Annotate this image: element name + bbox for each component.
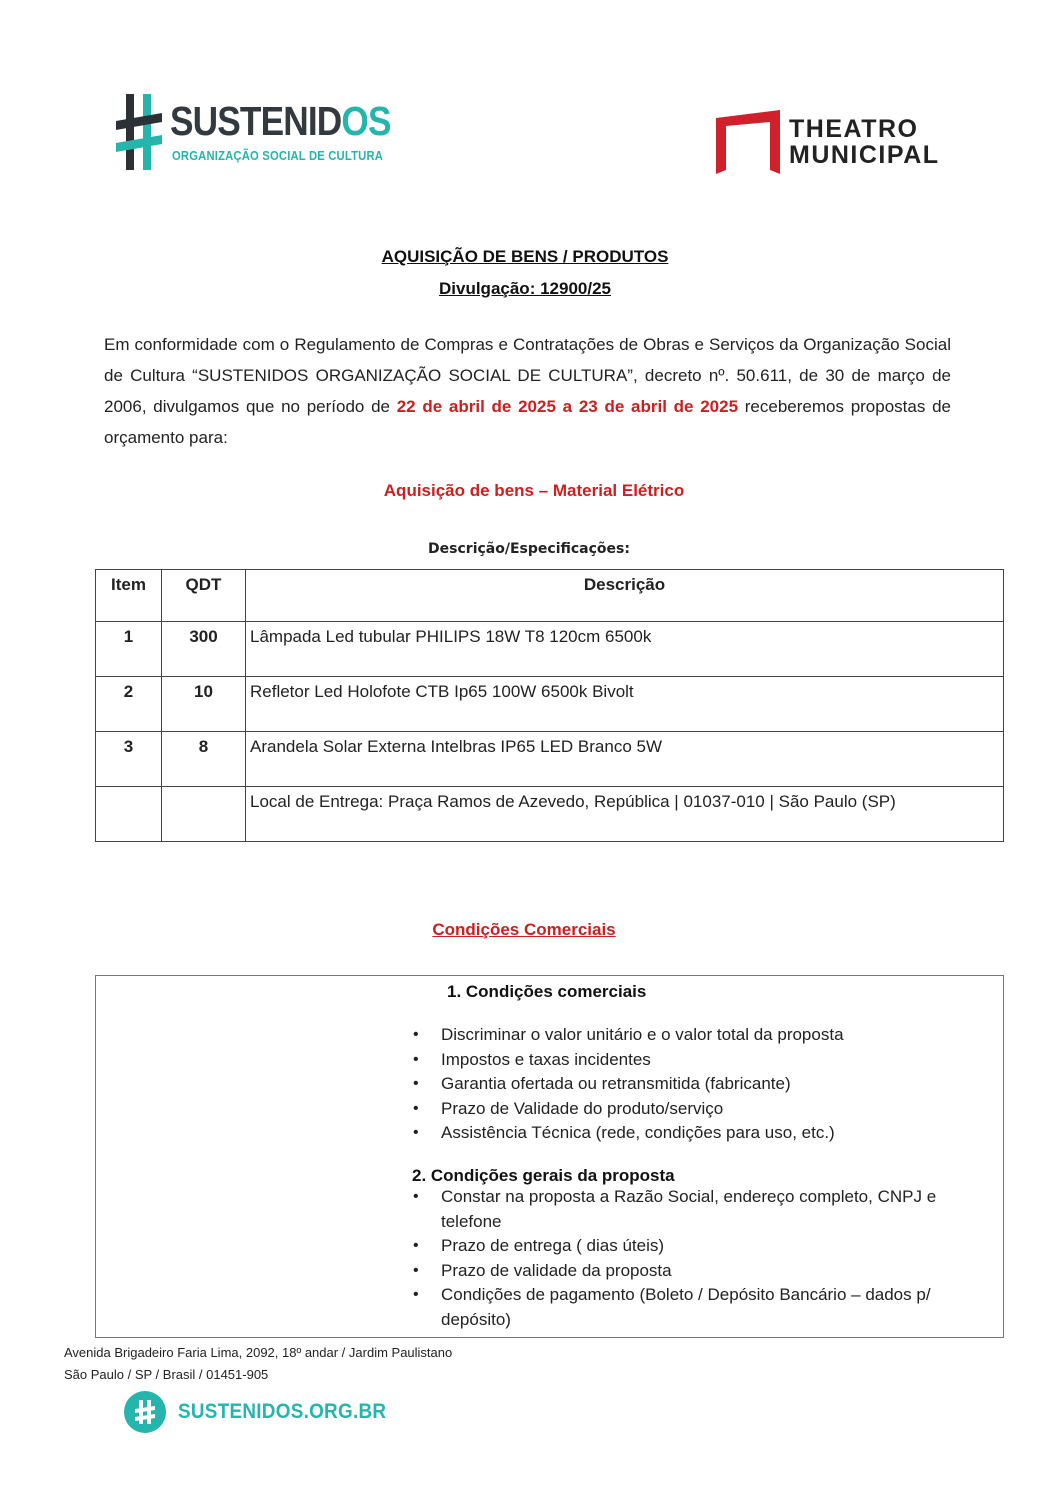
conditions-list-2 bbox=[411, 1185, 971, 1332]
list-item: • Garantia ofertada ou retransmitida (fabricante) bbox=[411, 1072, 971, 1097]
list-item: • Discriminar o valor unitário e o valor total da proposta bbox=[411, 1023, 971, 1048]
table-row bbox=[96, 732, 1004, 787]
header-qdt: QDT bbox=[162, 570, 246, 622]
spec-caption: Descrição/Especificações: bbox=[428, 541, 630, 557]
list-item: • Prazo de validade da proposta bbox=[411, 1259, 971, 1284]
sustenidos-logo bbox=[116, 94, 391, 172]
list-item: • Prazo de entrega ( dias úteis) bbox=[411, 1234, 971, 1259]
intro-text-start: Em conformidade com o Regulamento de Compras e Contratações de Obras e Serviços da Organização Social de Cultura “SUSTENIDOS ORGANIZAÇÃO SOCIAL DE CULTURA”, decreto nº. 50.611, de 30 de março de 2006, divulgamos que no período de bbox=[104, 335, 951, 416]
cell-description: Arandela Solar Externa Intelbras IP65 LED Branco 5W bbox=[246, 732, 1004, 787]
table-row bbox=[96, 622, 1004, 677]
header-item: Item bbox=[96, 570, 162, 622]
red-arch-icon bbox=[716, 110, 780, 174]
list-item: • Prazo de Validade do produto/serviço bbox=[411, 1097, 971, 1122]
cell-qdt: 10 bbox=[162, 677, 246, 732]
document-subtitle: Divulgação: 12900/25 bbox=[439, 279, 611, 298]
cell-qdt: 300 bbox=[162, 622, 246, 677]
table-row bbox=[96, 677, 1004, 732]
list-item: • Condições de pagamento (Boleto / Depósito Bancário – dados p/ depósito) bbox=[411, 1283, 971, 1332]
list-item: • Constar na proposta a Razão Social, endereço completo, CNPJ e telefone bbox=[411, 1185, 971, 1234]
theatro-line2: MUNICIPAL bbox=[789, 141, 940, 169]
cell-description: Refletor Led Holofote CTB Ip65 100W 6500k Bivolt bbox=[246, 677, 1004, 732]
conditions-title: Condições Comerciais bbox=[432, 920, 616, 939]
cell-item: 1 bbox=[96, 622, 162, 677]
intro-paragraph bbox=[104, 329, 951, 453]
items-table bbox=[95, 569, 1004, 842]
cell-item bbox=[96, 787, 162, 842]
cell-qdt: 8 bbox=[162, 732, 246, 787]
intro-period: 22 de abril de 2025 a 23 de abril de 2025 bbox=[396, 397, 739, 416]
conditions-heading-2: 2. Condições gerais da proposta bbox=[412, 1166, 675, 1185]
conditions-list-1 bbox=[411, 1023, 971, 1146]
intro-text-end: receberemos propostas de orçamento para: bbox=[104, 397, 951, 447]
section-title: Aquisição de bens – Material Elétrico bbox=[383, 481, 685, 500]
conditions-box bbox=[95, 975, 1004, 1338]
document-title: AQUISIÇÃO DE BENS / PRODUTOS bbox=[381, 247, 669, 266]
header-description: Descrição bbox=[246, 570, 1004, 622]
table-header-row bbox=[96, 570, 1004, 622]
sustenidos-wordmark: SUSTENIDOS bbox=[170, 98, 391, 144]
footer-website[interactable]: SUSTENIDOS.ORG.BR bbox=[178, 1400, 387, 1423]
footer-hash-icon bbox=[124, 1391, 166, 1433]
list-item: • Impostos e taxas incidentes bbox=[411, 1048, 971, 1073]
sustenidos-tagline: ORGANIZAÇÃO SOCIAL DE CULTURA bbox=[172, 149, 384, 163]
table-row-delivery bbox=[96, 787, 1004, 842]
cell-item: 2 bbox=[96, 677, 162, 732]
cell-qdt bbox=[162, 787, 246, 842]
theatro-line1: THEATRO bbox=[789, 115, 919, 143]
conditions-heading-1: 1. Condições comerciais bbox=[447, 982, 647, 1001]
footer-address-line2: São Paulo / SP / Brasil / 01451-905 bbox=[64, 1367, 269, 1382]
footer-logo bbox=[124, 1391, 387, 1435]
hash-icon bbox=[116, 94, 166, 170]
cell-delivery-location: Local de Entrega: Praça Ramos de Azevedo, República | 01037-010 | São Paulo (SP) bbox=[246, 787, 1004, 842]
list-item: • Assistência Técnica (rede, condições para uso, etc.) bbox=[411, 1121, 971, 1146]
cell-description: Lâmpada Led tubular PHILIPS 18W T8 120cm 6500k bbox=[246, 622, 1004, 677]
footer-address-line1: Avenida Brigadeiro Faria Lima, 2092, 18º andar / Jardim Paulistano bbox=[64, 1345, 453, 1360]
theatro-municipal-logo bbox=[716, 108, 956, 174]
cell-item: 3 bbox=[96, 732, 162, 787]
